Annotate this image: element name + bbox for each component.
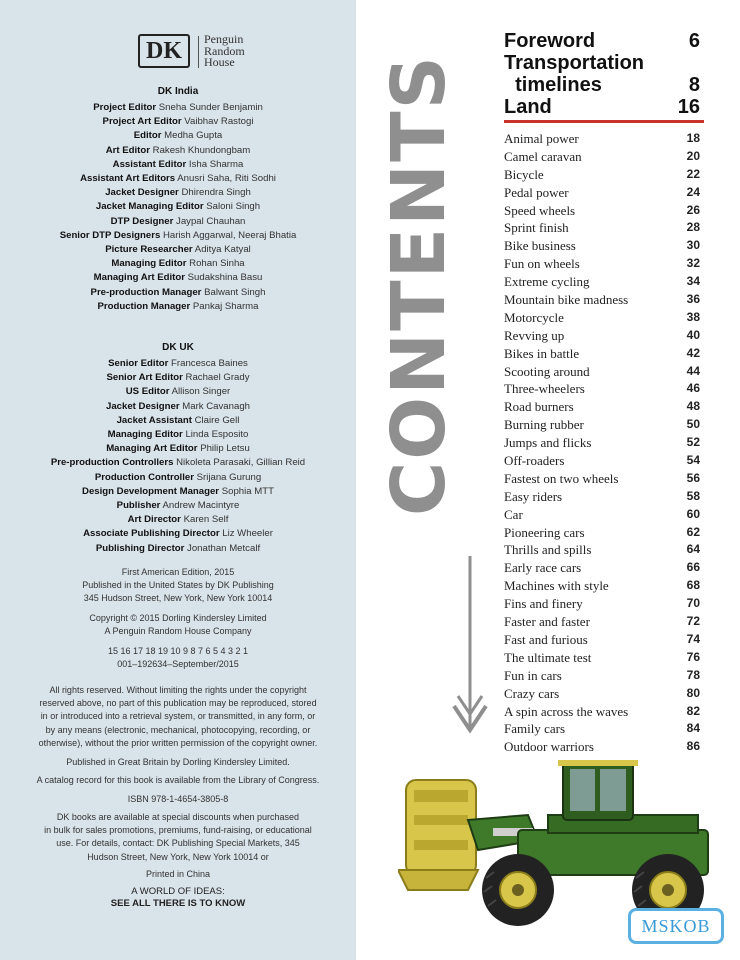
rights-line: otherwise), without the prior written permission of the copyright owner. [38, 737, 318, 748]
credit-line [0, 101, 356, 115]
toc-entry-title: Scooting around [504, 363, 590, 379]
toc-entry-title: Crazy cars [504, 685, 560, 701]
credit-name: Pankaj Sharma [192, 300, 259, 312]
toc-entry-title: Bike business [504, 238, 576, 254]
credit-name: Mark Cavanagh [182, 400, 250, 412]
toc-headings [504, 30, 700, 118]
toc-entry-title: Fastest on two wheels [504, 470, 619, 486]
toc-entry[interactable] [504, 738, 700, 756]
toc-heading-title: timelines [504, 74, 602, 96]
special-line: Hudson Street, New York, New York 10014 or [87, 851, 269, 862]
credit-name: Isha Sharma [188, 158, 244, 170]
toc-entry[interactable] [504, 237, 700, 255]
credit-name: Srijana Gurung [196, 471, 262, 483]
toc-entry-page: 84 [686, 721, 700, 736]
credit-name: Anusri Saha, Riti Sodhi [177, 173, 276, 185]
toc-entry-title: Fun on wheels [504, 256, 580, 272]
toc-entry-title: Bikes in battle [504, 345, 580, 361]
credit-line [0, 513, 356, 527]
credit-name: Liz Wheeler [222, 528, 273, 540]
credit-role: Art Director [127, 514, 181, 526]
credit-line [0, 200, 356, 214]
toc-entry-title: Animal power [504, 131, 579, 146]
slogan-line: SEE ALL THERE IS TO KNOW [110, 898, 246, 909]
toc-entry-page: 76 [686, 649, 700, 664]
credit-line [0, 371, 356, 385]
toc-entry[interactable] [504, 524, 700, 542]
credit-role: Design Development Manager [82, 485, 220, 497]
credit-name: Saloni Singh [206, 201, 261, 213]
toc-entry-page: 28 [686, 220, 700, 235]
credit-name: Rachael Grady [185, 372, 250, 384]
credit-role: Publishing Director [95, 542, 185, 554]
toc-entry-page: 24 [686, 184, 700, 199]
toc-entry[interactable] [504, 219, 700, 237]
credit-line [0, 499, 356, 513]
toc-entry-title: Motorcycle [504, 309, 564, 325]
toc-entry-page: 62 [686, 524, 700, 539]
credit-name: Medha Gupta [164, 130, 223, 142]
rights-line: by any means (electronic, mechanical, photocopying, recording, or [45, 724, 311, 735]
credit-role: Managing Editor [107, 429, 183, 441]
credit-line [0, 542, 356, 556]
credit-line [0, 257, 356, 271]
dk-india-heading: DK India [157, 86, 199, 97]
toc-entry[interactable] [504, 148, 700, 166]
credit-line [0, 186, 356, 200]
toc-entry-title: Jumps and flicks [504, 435, 592, 451]
toc-entry[interactable] [504, 202, 700, 220]
toc-entry-page: 36 [686, 292, 700, 307]
isbn: ISBN 978-1-4654-3805-8 [127, 794, 229, 804]
credit-line [0, 158, 356, 172]
catalog-notice: A catalog record for this book is available from the Library of Congress. [36, 775, 320, 785]
credit-name: Nikoleta Parasaki, Gillian Reid [176, 457, 306, 469]
dk-uk-heading: DK UK [162, 342, 194, 353]
toc-entry[interactable] [504, 345, 700, 363]
toc-entry-page: 54 [686, 453, 700, 468]
credit-name: Dhirendra Singh [181, 187, 251, 199]
toc-entry[interactable] [504, 434, 700, 452]
edition-line: First American Edition, 2015 [121, 567, 235, 577]
credit-line [0, 428, 356, 442]
credit-name: Jaypal Chauhan [176, 215, 246, 227]
toc-entry[interactable] [504, 470, 700, 488]
credit-role: Managing Editor [111, 258, 187, 270]
toc-entry[interactable] [504, 703, 700, 721]
toc-entry-page: 32 [686, 256, 700, 271]
toc-entry[interactable] [504, 291, 700, 309]
penguin-random-house-wordmark [204, 34, 245, 69]
credit-line [0, 456, 356, 470]
credit-line [0, 115, 356, 129]
toc-entry-page: 52 [686, 435, 700, 450]
credit-line [0, 527, 356, 541]
credit-name: Claire Gell [194, 414, 240, 426]
credit-role: Production Manager [97, 300, 191, 312]
credit-name: Andrew Macintyre [162, 500, 240, 512]
credit-role: Picture Researcher [105, 244, 193, 256]
toc-entry-title: The ultimate test [504, 649, 592, 665]
forestry-tractor-image [398, 760, 730, 930]
rights-line: in or introduced into a retrieval system, or transmitted, in any form, or [40, 711, 316, 722]
published-gb: Published in Great Britain by Dorling Kindersley Limited. [66, 757, 290, 767]
toc-heading[interactable] [504, 74, 700, 96]
credit-role: DTP Designer [110, 215, 174, 227]
toc-entry[interactable] [504, 309, 700, 327]
toc-entry[interactable] [504, 130, 700, 148]
credit-line [0, 442, 356, 456]
credit-name: Karen Self [183, 514, 229, 526]
credit-role: Jacket Designer [106, 400, 180, 412]
toc-entry-page: 86 [686, 739, 700, 754]
toc-entry-page: 56 [686, 470, 700, 485]
toc-entry-title: Machines with style [504, 578, 609, 594]
toc-entry-title: Pedal power [504, 184, 569, 200]
toc-entry-title: Faster and faster [504, 614, 590, 630]
toc-heading-page: 6 [688, 30, 700, 52]
credit-name: Sudakshina Basu [187, 272, 263, 284]
toc-heading[interactable] [504, 30, 700, 52]
toc-entry[interactable] [504, 649, 700, 667]
credit-line [0, 144, 356, 158]
toc-entry[interactable] [504, 559, 700, 577]
toc-entry[interactable] [504, 488, 700, 506]
credit-line [0, 485, 356, 499]
toc-entry-title: Bicycle [504, 166, 544, 182]
toc-entry-title: Three-wheelers [504, 381, 585, 397]
credit-role: Jacket Designer [105, 187, 179, 199]
toc-heading[interactable] [504, 52, 700, 74]
print-code-line: 15 16 17 18 19 10 9 8 7 6 5 4 3 2 1 [107, 646, 249, 656]
toc-entry-title: Revving up [504, 327, 565, 343]
publisher-line: Random [204, 43, 245, 58]
print-code-line: 001–192634–September/2015 [117, 659, 239, 670]
toc-entry[interactable] [504, 613, 700, 631]
toc-entry-title: Camel caravan [504, 148, 582, 164]
toc-entry-title: Burning rubber [504, 417, 584, 433]
toc-entry-page: 20 [686, 148, 700, 163]
print-codes [0, 645, 356, 671]
toc-entry[interactable] [504, 416, 700, 434]
credit-name: Philip Letsu [200, 443, 250, 455]
credit-line [0, 172, 356, 186]
rights-notice [0, 684, 356, 750]
toc-entry-page: 42 [686, 345, 700, 360]
credit-role: Assistant Editor [112, 158, 187, 170]
credit-role: Senior Art Editor [106, 372, 183, 384]
toc-entry-page: 70 [686, 596, 700, 611]
toc-entry-page: 60 [686, 506, 700, 521]
toc-entry[interactable] [504, 667, 700, 685]
credit-name: Sophia MTT [221, 485, 274, 497]
toc-entry[interactable] [504, 184, 700, 202]
logo-divider [198, 36, 199, 68]
toc-entry-page: 34 [686, 274, 700, 289]
toc-entry[interactable] [504, 631, 700, 649]
contents-vertical-title: CONTENTS [376, 54, 462, 516]
toc-entry[interactable] [504, 541, 700, 559]
toc-entry-page: 40 [686, 327, 700, 342]
edition-line: Published in the United States by DK Publishing [82, 580, 274, 591]
toc-entry[interactable] [504, 506, 700, 524]
toc-entry-title: Sprint finish [504, 220, 569, 236]
toc-entry[interactable] [504, 166, 700, 184]
toc-entry-title: A spin across the waves [504, 703, 629, 719]
toc-entry[interactable] [504, 452, 700, 470]
credit-line [0, 300, 356, 314]
toc-entry-page: 68 [686, 578, 700, 593]
credit-role: Jacket Managing Editor [95, 201, 204, 213]
credit-role: Assistant Art Editors [80, 173, 176, 185]
toc-entry[interactable] [504, 327, 700, 345]
credit-role: Managing Art Editor [93, 272, 185, 284]
toc-entry-page: 26 [686, 202, 700, 217]
toc-entry[interactable] [504, 255, 700, 273]
toc-heading-page: 8 [688, 74, 700, 96]
toc-entry-title: Family cars [504, 721, 566, 737]
toc-entry-title: Fun in cars [504, 667, 562, 683]
toc-entry-page: 78 [686, 667, 700, 682]
credit-role: Editor [133, 130, 162, 142]
credit-line [0, 414, 356, 428]
toc-entry-page: 66 [686, 560, 700, 575]
slogan-line: A WORLD OF IDEAS: [131, 886, 225, 897]
toc-entry-page: 74 [686, 631, 700, 646]
credit-line [0, 357, 356, 371]
publisher-logo [138, 34, 278, 70]
toc-entry-page: 18 [686, 131, 700, 145]
toc-entry-page: 30 [686, 238, 700, 253]
toc-entry-title: Thrills and spills [504, 542, 592, 558]
copyright-info [0, 612, 356, 638]
credit-role: Publisher [116, 500, 161, 512]
toc-entry[interactable] [504, 273, 700, 291]
copyright-line: Copyright © 2015 Dorling Kindersley Limited [89, 613, 267, 623]
special-line: in bulk for sales promotions, premiums, fund-raising, or educational [44, 825, 312, 836]
toc-entry-title: Easy riders [504, 488, 563, 504]
toc-entry-page: 44 [686, 363, 700, 378]
toc-list [504, 130, 700, 756]
credit-line [0, 271, 356, 285]
toc-heading[interactable] [504, 96, 700, 118]
toc-entry-title: Early race cars [504, 560, 582, 576]
toc-entry[interactable] [504, 577, 700, 595]
special-line: use. For details, contact: DK Publishing Special Markets, 345 [56, 838, 300, 849]
publisher-line: Penguin [204, 32, 244, 46]
credit-line [0, 286, 356, 300]
toc-entry-page: 80 [686, 685, 700, 700]
credit-role: US Editor [125, 386, 170, 398]
credit-line [0, 215, 356, 229]
credit-line [0, 243, 356, 257]
publisher-line: House [204, 55, 235, 69]
dk-india-credits [0, 101, 356, 314]
toc-heading-title: Land [504, 96, 552, 118]
watermark-badge: MSKOB [628, 908, 724, 944]
copyright-line: A Penguin Random House Company [104, 626, 252, 637]
credit-role: Pre-production Controllers [50, 457, 174, 469]
credit-name: Balwant Singh [204, 286, 266, 298]
toc-entry-title: Road burners [504, 399, 574, 415]
toc-entry-page: 46 [686, 381, 700, 396]
credit-role: Art Editor [105, 144, 150, 156]
dk-logo-mark: DK [138, 34, 190, 68]
toc-entry-page: 82 [686, 703, 700, 718]
toc-entry[interactable] [504, 363, 700, 381]
toc-entry-title: Fins and finery [504, 596, 583, 612]
toc-entry-title: Mountain bike madness [504, 292, 629, 308]
toc-entry[interactable] [504, 380, 700, 398]
dk-uk-credits [0, 357, 356, 556]
credit-line [0, 129, 356, 143]
toc-entry-title: Car [504, 506, 523, 522]
toc-entry[interactable] [504, 685, 700, 703]
printed-in: Printed in China [145, 869, 211, 879]
credit-name: Allison Singer [171, 386, 231, 398]
rights-line: All rights reserved. Without limiting the rights under the copyright [49, 685, 307, 695]
special-line: DK books are available at special discounts when purchased [56, 812, 300, 822]
toc-entry-title: Extreme cycling [504, 274, 590, 290]
special-sales [0, 811, 356, 864]
slogan [0, 886, 356, 910]
credit-line [0, 471, 356, 485]
credit-name: Rakesh Khundongbam [152, 144, 251, 156]
credit-name: Rohan Sinha [189, 258, 245, 270]
arrow-down-icon [450, 556, 490, 736]
credit-role: Managing Art Editor [106, 443, 198, 455]
toc-entry-page: 22 [686, 166, 700, 181]
toc-entry-page: 48 [686, 399, 700, 414]
credit-role: Jacket Assistant [116, 414, 192, 426]
toc-entry-title: Speed wheels [504, 202, 576, 218]
credit-line [0, 400, 356, 414]
credit-name: Vaibhav Rastogi [184, 116, 254, 128]
toc-entry-page: 38 [686, 309, 700, 324]
rights-line: reserved above, no part of this publication may be reproduced, stored [39, 698, 317, 709]
toc-entry-page: 72 [686, 614, 700, 629]
section-rule [504, 120, 704, 123]
credit-role: Associate Publishing Director [83, 528, 220, 540]
toc-entry[interactable] [504, 398, 700, 416]
toc-entry-title: Pioneering cars [504, 524, 585, 540]
credit-role: Pre-production Manager [90, 286, 202, 298]
toc-entry-title: Fast and furious [504, 631, 588, 647]
credit-line [0, 385, 356, 399]
credit-role: Project Editor [93, 102, 157, 113]
toc-entry-page: 64 [686, 542, 700, 557]
toc-heading-title: Foreword [504, 30, 596, 52]
credit-role: Production Controller [94, 471, 194, 483]
credits-panel [0, 0, 356, 960]
toc-entry[interactable] [504, 595, 700, 613]
toc-entry-title: Outdoor warriors [504, 739, 594, 755]
credit-name: Harish Aggarwal, Neeraj Bhatia [162, 229, 297, 241]
credit-role: Senior DTP Designers [59, 229, 161, 241]
toc-heading-page: 16 [677, 96, 700, 118]
toc-entry-title: Off-roaders [504, 453, 565, 469]
credit-name: Linda Esposito [185, 429, 249, 441]
toc-heading-title: Transportation [504, 52, 645, 74]
credit-line [0, 229, 356, 243]
toc-entry-page: 50 [686, 417, 700, 432]
credit-name: Jonathan Metcalf [187, 542, 261, 554]
toc-entry-page: 58 [686, 488, 700, 503]
credit-name: Sneha Sunder Benjamin [158, 102, 263, 113]
edition-info [0, 566, 356, 606]
credit-name: Aditya Katyal [194, 244, 251, 256]
edition-line: 345 Hudson Street, New York, New York 10014 [83, 593, 273, 604]
credit-name: Francesca Baines [171, 358, 248, 369]
credit-role: Senior Editor [108, 358, 169, 369]
credit-role: Project Art Editor [102, 116, 182, 128]
toc-entry[interactable] [504, 720, 700, 738]
